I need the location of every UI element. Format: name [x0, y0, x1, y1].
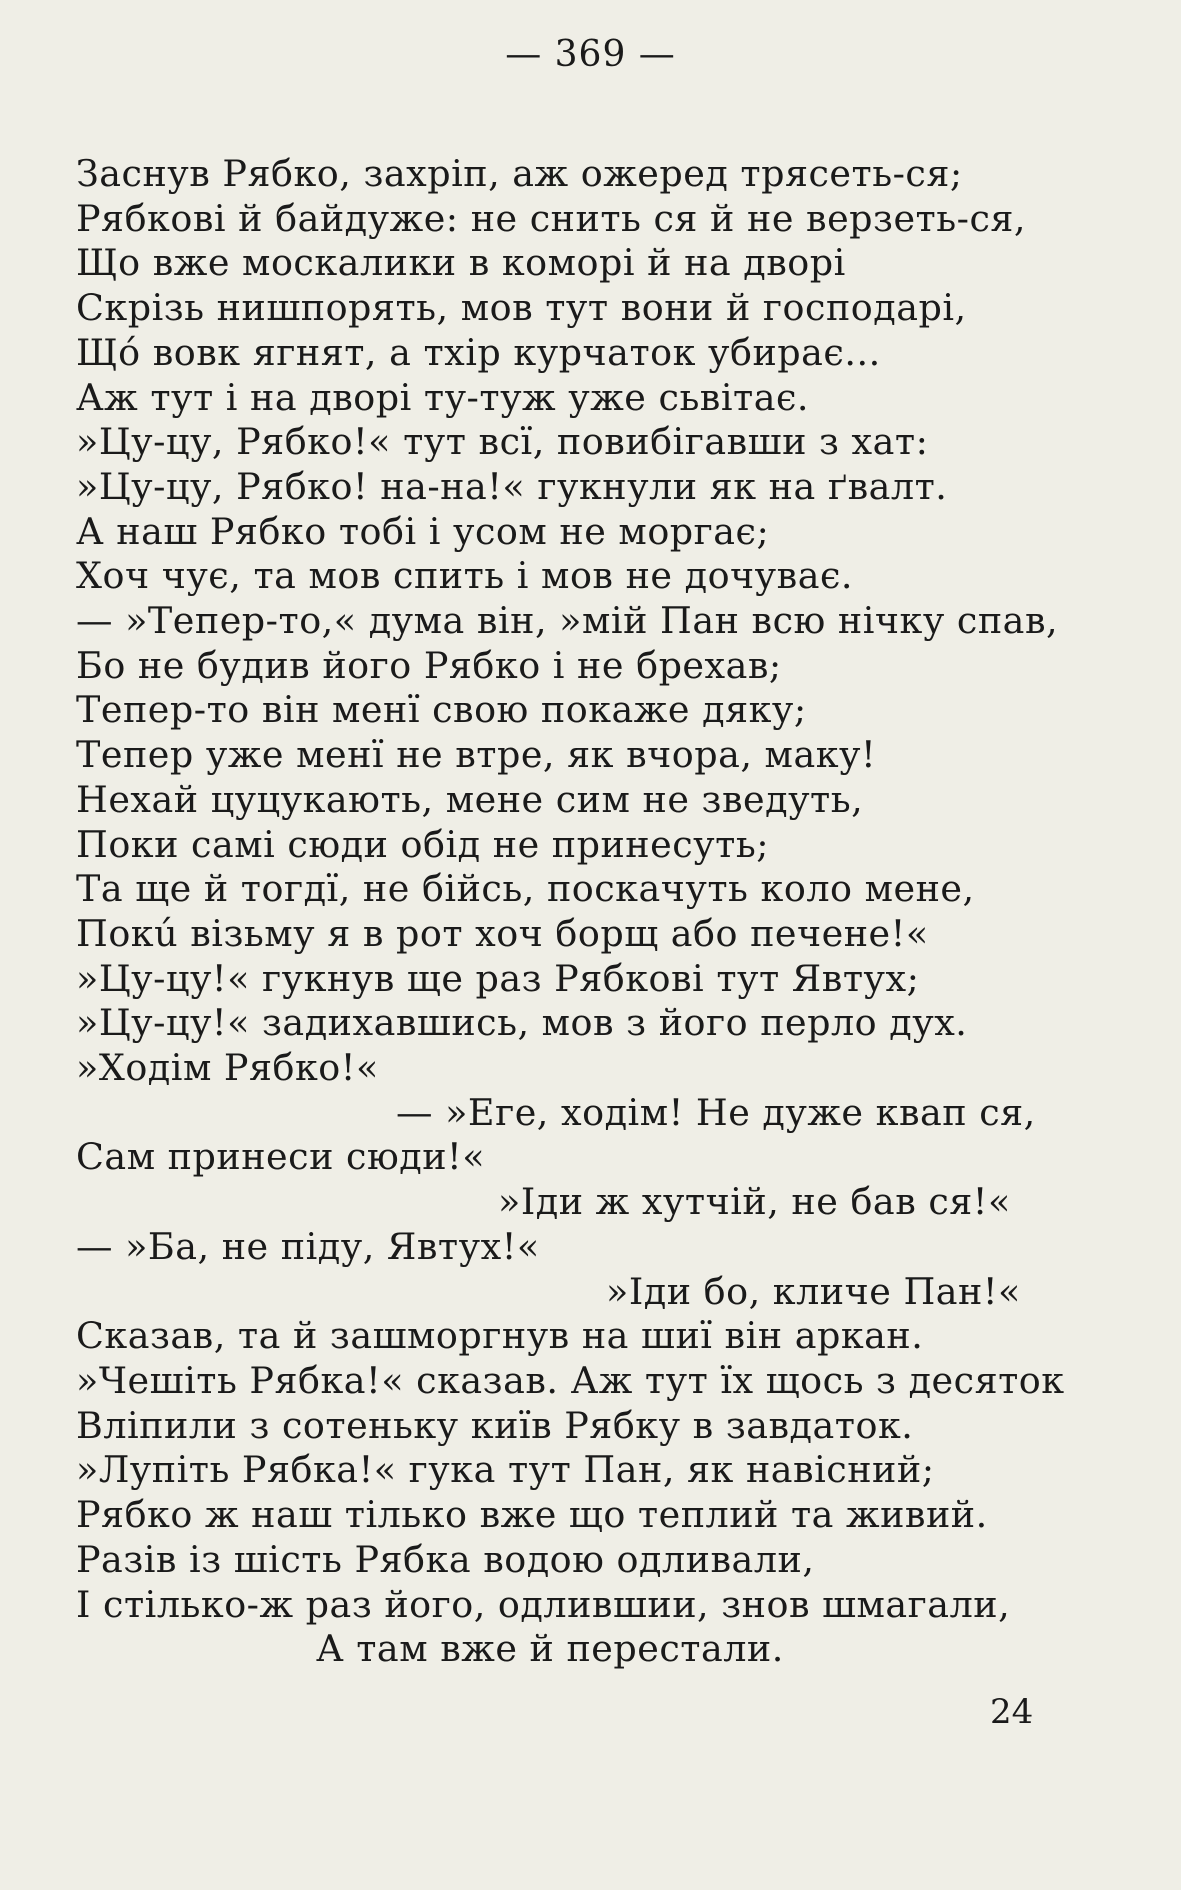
poem-line: Поки самі сюди обід не принесуть; [76, 822, 769, 866]
poem-line: »Цу-цу!« задихавшись, мов з його перло дух. [76, 1001, 968, 1045]
page-number-header: — 369 — [505, 34, 676, 75]
signature-mark: 24 [990, 1692, 1034, 1732]
poem-line: Вліпили з сотеньку київ Рябку в завдаток. [76, 1403, 914, 1447]
poem-line: Рябкові й байдуже: не снить ся й не верзеть-ся, [76, 196, 1027, 240]
poem-line: — »Тепер-то,« дума він, »мій Пан всю нічку спав, [76, 599, 1059, 643]
poem-line: Тепер-то він менї свою покаже дяку; [76, 688, 807, 732]
poem-text [76, 152, 1116, 1672]
poem-line: »Лупіть Рябка!« гука тут Пан, як навісний; [76, 1448, 935, 1492]
poem-line: Покú візьму я в рот хоч борщ або печене!« [76, 911, 929, 955]
poem-line: »Чешіть Рябка!« сказав. Аж тут їх щось з десяток [76, 1358, 1065, 1402]
poem-line: »Цу-цу!« гукнув ще раз Рябкові тут Явтух; [76, 956, 920, 1000]
poem-line: »Цу-цу, Рябко! на-на!« гукнули як на ґвалт. [76, 464, 948, 508]
poem-line: Аж тут і на дворі ту-туж уже сьвітає. [76, 375, 810, 419]
poem-line: Разів із шість Рябка водою одливали, [76, 1537, 815, 1581]
poem-line-indented: »Іди ж хутчій, не бав ся!« [498, 1180, 1011, 1224]
poem-line: Сказав, та й зашморгнув на шиї він аркан. [76, 1314, 924, 1358]
poem-line: Щó вовк ягнят, а тхір курчаток убирає... [76, 330, 881, 374]
poem-line: Нехай цуцукають, мене сим не зведуть, [76, 777, 864, 821]
poem-line: Тепер уже менї не втре, як вчора, маку! [76, 733, 877, 777]
poem-line: »Ходім Рябко!« [76, 1046, 379, 1090]
poem-line: Та ще й тогдї, не бійсь, поскачуть коло мене, [76, 867, 975, 911]
poem-line: Заснув Рябко, захріп, аж ожеред трясеть-ся; [76, 152, 963, 195]
poem-line: А наш Рябко тобі і усом не моргає; [76, 509, 770, 553]
poem-line: І стілько-ж раз його, одлившии, знов шмагали, [76, 1582, 1011, 1626]
poem-line: »Цу-цу, Рябко!« тут всї, повибігавши з хат: [76, 420, 929, 464]
poem-line-indented: — »Еге, ходім! Не дуже квап ся, [396, 1090, 1036, 1134]
poem-line: Що вже москалики в коморі й на дворі [76, 241, 846, 285]
poem-line: Рябко ж наш тілько вже що теплий та живий. [76, 1493, 988, 1537]
poem-line: Бо не будив його Рябко і не брехав; [76, 643, 782, 687]
poem-line-indented: А там вже й перестали. [316, 1627, 784, 1671]
poem-line-indented: »Іди бо, кличе Пан!« [606, 1269, 1021, 1313]
poem-line: Скрізь нишпорять, мов тут вони й господарі, [76, 286, 967, 330]
poem-line: Хоч чує, та мов спить і мов не дочуває. [76, 554, 854, 598]
poem-line: — »Ба, не піду, Явтух!« [76, 1224, 540, 1268]
poem-line: Сам принеси сюди!« [76, 1135, 486, 1179]
